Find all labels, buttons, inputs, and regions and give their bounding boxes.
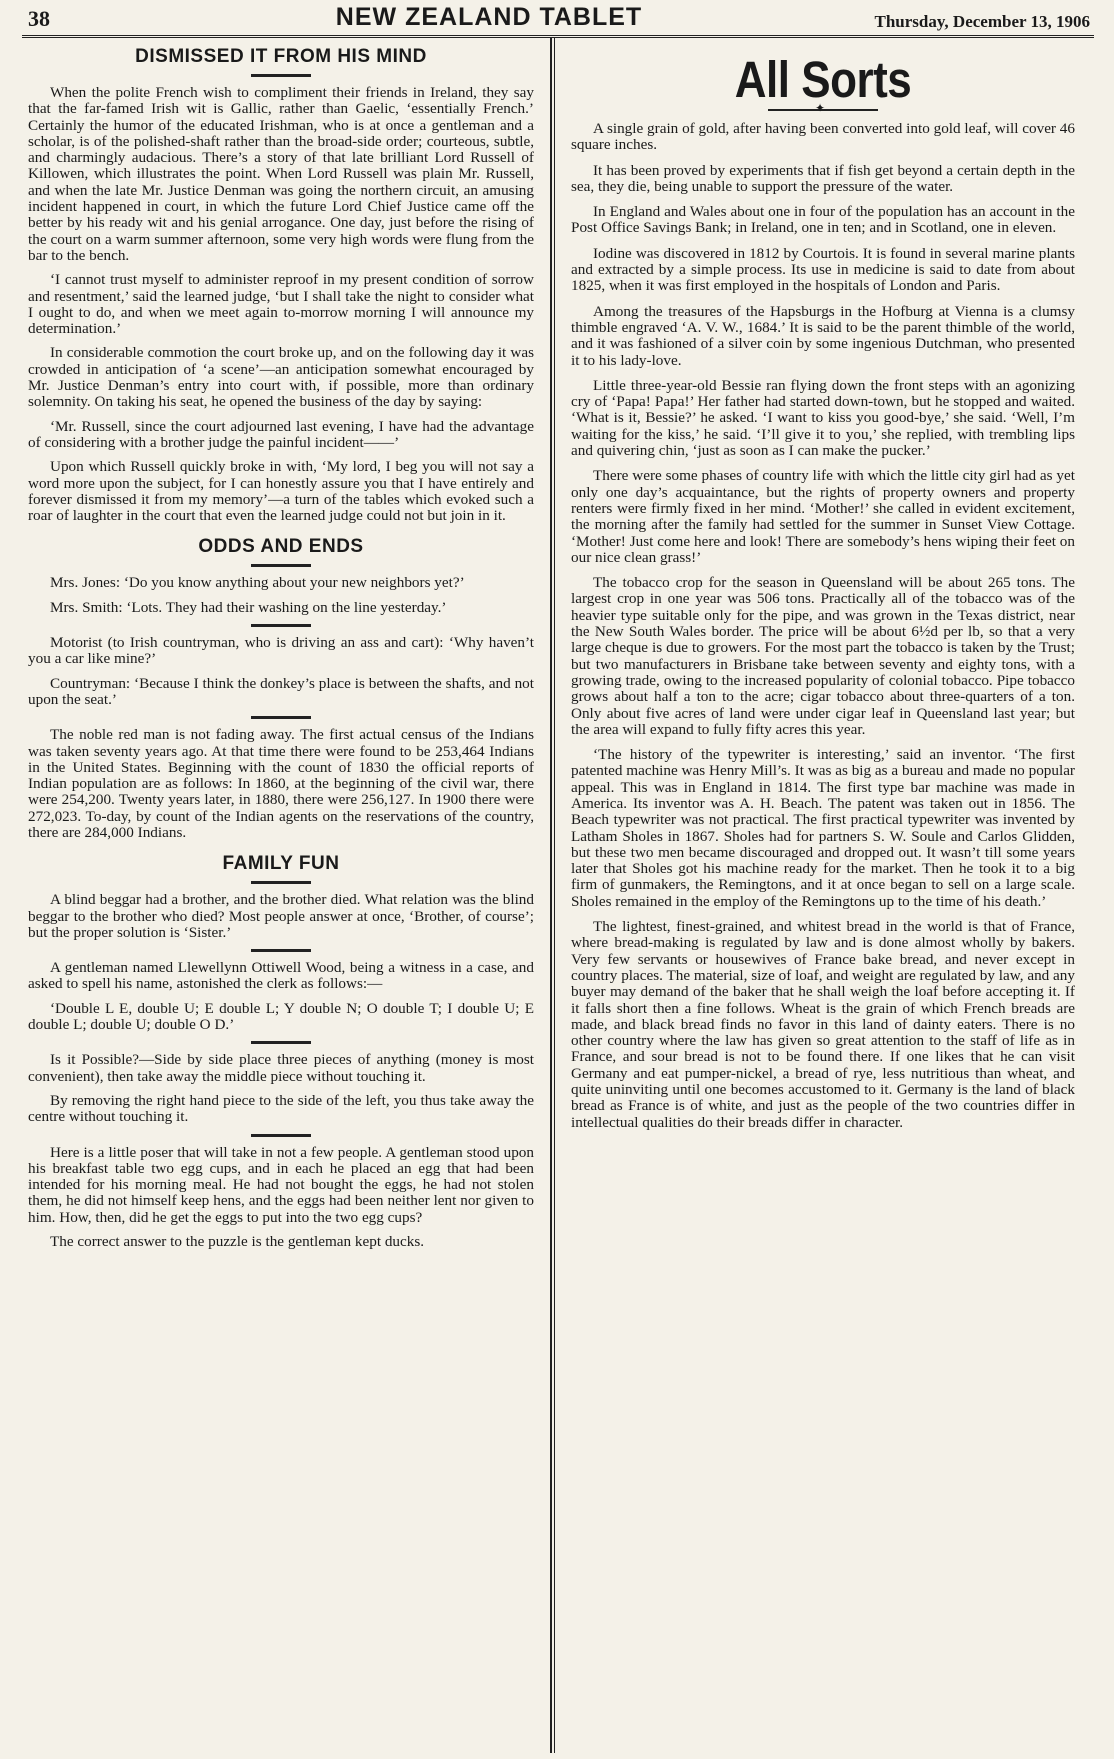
article-paragraph: By removing the right hand piece to the side of the left, you thus take away the centre without touching it. <box>28 1091 534 1126</box>
article-title-family: FAMILY FUN <box>222 853 340 875</box>
article-paragraph: The noble red man is not fading away. The first actual census of the Indians was taken seventy years ago. At that time there were found to be 253,464 Indians in the United States. Beginning with the count of 1830 the official reports of Indian population are as follows: In 1860, at the beginning of the civil war, there were 254,200. Twenty years later, in 1880, there were 256,127. In 1900 there were 272,023. To-day, by count of the Indian agents on the reservations of the country, there are 284,000 Indians. <box>28 726 534 841</box>
item-paragraph: A single grain of gold, after having been converted into gold leaf, will cover 46 square inches. <box>571 120 1075 154</box>
article-paragraph: A gentleman named Llewellynn Ottiwell Wood, being a witness in a case, and asked to spell his name, astonished the clerk as follows:— <box>28 959 534 993</box>
article-paragraph: Mrs. Jones: ‘Do you know anything about your new neighbors yet?’ <box>50 574 465 592</box>
item-paragraph: Little three-year-old Bessie ran flying down the front steps with an agonizing cry of ‘Papa! Papa!’ Her father had started down-town, but he stopped and waited. ‘What is it, Bessie?’ he asked. ‘I want to kiss you good-bye,’ she said. ‘Well, I’m waiting for the kiss,’ he said. ‘I’ll give it to you,’ she replied, with trembling lips and quivering chin, ‘just as soon as I can make the pucker.’ <box>571 376 1075 460</box>
article-paragraph: ‘Double L E, double U; E double L; Y double N; O double T; I double U; E double L; double U; double O D.’ <box>28 999 534 1034</box>
item-paragraph: It has been proved by experiments that if fish get beyond a certain depth in the sea, they die, being unable to support the pressure of the water. <box>571 161 1075 195</box>
article-paragraph: The correct answer to the puzzle is the gentleman kept ducks. <box>50 1233 425 1251</box>
masthead <box>22 0 1094 38</box>
section-title-all-sorts: All Sorts <box>734 52 912 109</box>
title-rule <box>251 881 311 884</box>
article-title-dismissed: DISMISSED IT FROM HIS MIND <box>135 46 427 67</box>
columns <box>22 38 1094 1753</box>
title-rule <box>251 74 311 77</box>
article-paragraph: A blind beggar had a brother, and the brother died. What relation was the blind beggar to the brother who died? Most people answer at once, ‘Brother, of course’; but the proper solution is ‘Sister.’ <box>28 891 534 941</box>
item-divider <box>251 1041 311 1044</box>
item-paragraph: The lightest, finest-grained, and whitest bread in the world is that of France, where bread-making is regulated by law and is done almost wholly by bakers. Very few servants or housewives of France bake bread, and never except in country places. The material, size of loaf, and weight are regulated by law, and any buyer may demand of the baker that he shall weigh the loaf before accepting it. If it falls short then a fine follows. Wheat is the grain of which French breads are made, and black bread finds no favor in this land of dainty eaters. There is no other country where the law has given so great attention to the staff of life as in France, and sour bread is not to be found there. If one likes that he can visit Germany and eat pumper-nickel, a bread of rye, less nutritious than wheat, and quite uninviting until one becomes accustomed to it. Germany is the land of black bread as France is of white, and just as the people of the two countries differ in intellectual qualities do their breads differ in character. <box>571 918 1075 1131</box>
article-paragraph: Motorist (to Irish countryman, who is driving an ass and cart): ‘Why haven’t you a car like mine?’ <box>28 634 534 668</box>
column-divider <box>550 38 555 1753</box>
item-paragraph: ‘The history of the typewriter is interesting,’ said an inventor. ‘The first patented machine was Henry Mill’s. It was as big as a bureau and made no popular appeal. This was in England in 1814. The first type bar machine was made in America. Its inventor was A. H. Beach. The patent was taken out in 1856. The Beach typewriter was not practical. The first practical typewriter was invented by Latham Sholes in 1867. Sholes had for partners S. W. Soule and Carlos Glidden, but these two men became discouraged and dropped out. It wasn’t till some years later that Sholes got his machine ready for the market. Then he took it to a big firm of gunmakers, the Remingtons, and it at once began to sell on a large scale. Sholes remained in the employ of the Remingtons up to the time of his death.’ <box>571 746 1075 910</box>
page-number: 38 <box>28 6 50 31</box>
article-paragraph: In considerable commotion the court broke up, and on the following day it was crowded in anticipation of ‘a scene’—an anticipation somewhat encouraged by Mr. Justice Denman’s entry into court with, if possible, more than ordinary solemnity. On taking his seat, he opened the business of the day by saying: <box>28 344 534 411</box>
paper-name: NEW ZEALAND TABLET <box>335 3 643 31</box>
article-paragraph: Here is a little poser that will take in not a few people. A gentleman stood upon his breakfast table two egg cups, and in each he placed an egg that had been intended for his morning meal. He had not bought the eggs, he had not stolen them, he did not himself keep hens, and the eggs had been neither lent nor given to him. How, then, did he get the eggs to put into the two egg cups? <box>28 1143 534 1226</box>
item-paragraph: The tobacco crop for the season in Queensland will be about 265 tons. The largest crop in one year was 506 tons. Practically all of the tobacco was of the heavier type suitable only for the pipe, and was grown in the Texas district, near the New South Wales border. The price will be about 6½d per lb, so that a very large cheque is due to growers. For the most part the tobacco is taken by the Trust; but two manufacturers in Brisbane take between seventy and eighty tons, with a growing trade, owing to the increased popularity of colonial tobacco. Pipe tobacco grows about half a ton to the acre; cigar tobacco about three-quarters of a ton. Only about five acres of land were under cigar leaf in Queensland last year; but the area will expand to fully fifty acres this year. <box>571 574 1075 738</box>
item-divider <box>251 949 311 952</box>
left-column <box>22 38 548 1753</box>
article-paragraph: Countryman: ‘Because I think the donkey’s place is between the shafts, and not upon the seat.’ <box>28 674 534 708</box>
item-paragraph: Iodine was discovered in 1812 by Courtois. It is found in several marine plants and extracted by a simple process. Its use in medicine is said to date from about 1825, when it was first employed in the hospitals of London and Paris. <box>571 244 1075 295</box>
article-paragraph: When the polite French wish to compliment their friends in Ireland, they say that the far-famed Irish wit is Gallic, rather than Gaelic, ‘essentially French.’ Certainly the humor of the educated Irishman, who is at once a gentleman and a scholar, is of the polished-shaft rather than the broad-side order; courteous, subtle, and charmingly audacious. There’s a story of that late brilliant Lord Russell of Killowen, which illustrates the point. When Lord Russell was plain Mr. Russell, and when the late Mr. Justice Denman was going the northern circuit, an amusing incident happened in court, in which the future Lord Chief Justice came off the better by his ready wit and his genial arrogance. One day, just before the rising of the court on a warm summer afternoon, some very high words were flung from the bar to the bench. <box>28 84 534 264</box>
item-divider <box>251 716 311 719</box>
item-paragraph: Among the treasures of the Hapsburgs in the Hofburg at Vienna is a clumsy thimble engraved ‘A. V. W., 1684.’ It is said to be the parent thimble of the world, and it was fashioned of a silver coin by some ingenious Dutchman, who presented it to his lady-love. <box>571 302 1075 369</box>
article-paragraph: Is it Possible?—Side by side place three pieces of anything (money is most convenient), then take away the middle piece without touching it. <box>28 1051 534 1085</box>
article-paragraph: ‘I cannot trust myself to administer reproof in my present condition of sorrow and resentment,’ said the learned judge, ‘but I shall take the night to consider what I ought to do, and when we meet again to-morrow morning I will announce my determination.’ <box>28 271 534 338</box>
article-paragraph: Mrs. Smith: ‘Lots. They had their washing on the line yesterday.’ <box>50 598 447 616</box>
item-divider <box>251 1134 311 1137</box>
item-divider <box>251 624 311 627</box>
item-paragraph: There were some phases of country life with which the little city girl had as yet only one day’s acquaintance, but the rights of property owners and property renters were firmly fixed in her mind. ‘Mother!’ she called in evident excitement, the morning after the family had settled for the summer in Sunset View Cottage. ‘Mother! Just come here and look! There are somebody’s hens wiping their feet on our nice clean grass!’ <box>571 467 1075 566</box>
title-ornament <box>768 109 878 111</box>
article-paragraph: ‘Mr. Russell, since the court adjourned last evening, I have had the advantage of considering with a brother judge the painful incident——’ <box>28 417 534 451</box>
item-paragraph: In England and Wales about one in four of the population has an account in the Post Office Savings Bank; in Ireland, one in ten; and in Scotland, one in eleven. <box>571 203 1075 237</box>
article-paragraph: Upon which Russell quickly broke in with, ‘My lord, I beg you will not say a word more upon the subject, for I can honestly assure you that I have entirely and forever dismissed it from my memory’—a turn of the tables which evoked such a roar of laughter in the court that even the learned judge could not but join in it. <box>28 458 534 525</box>
issue-date: Thursday, December 13, 1906 <box>874 12 1090 31</box>
title-rule <box>251 564 311 567</box>
article-title-odds: ODDS AND ENDS <box>198 536 364 558</box>
right-column <box>557 38 1083 1753</box>
